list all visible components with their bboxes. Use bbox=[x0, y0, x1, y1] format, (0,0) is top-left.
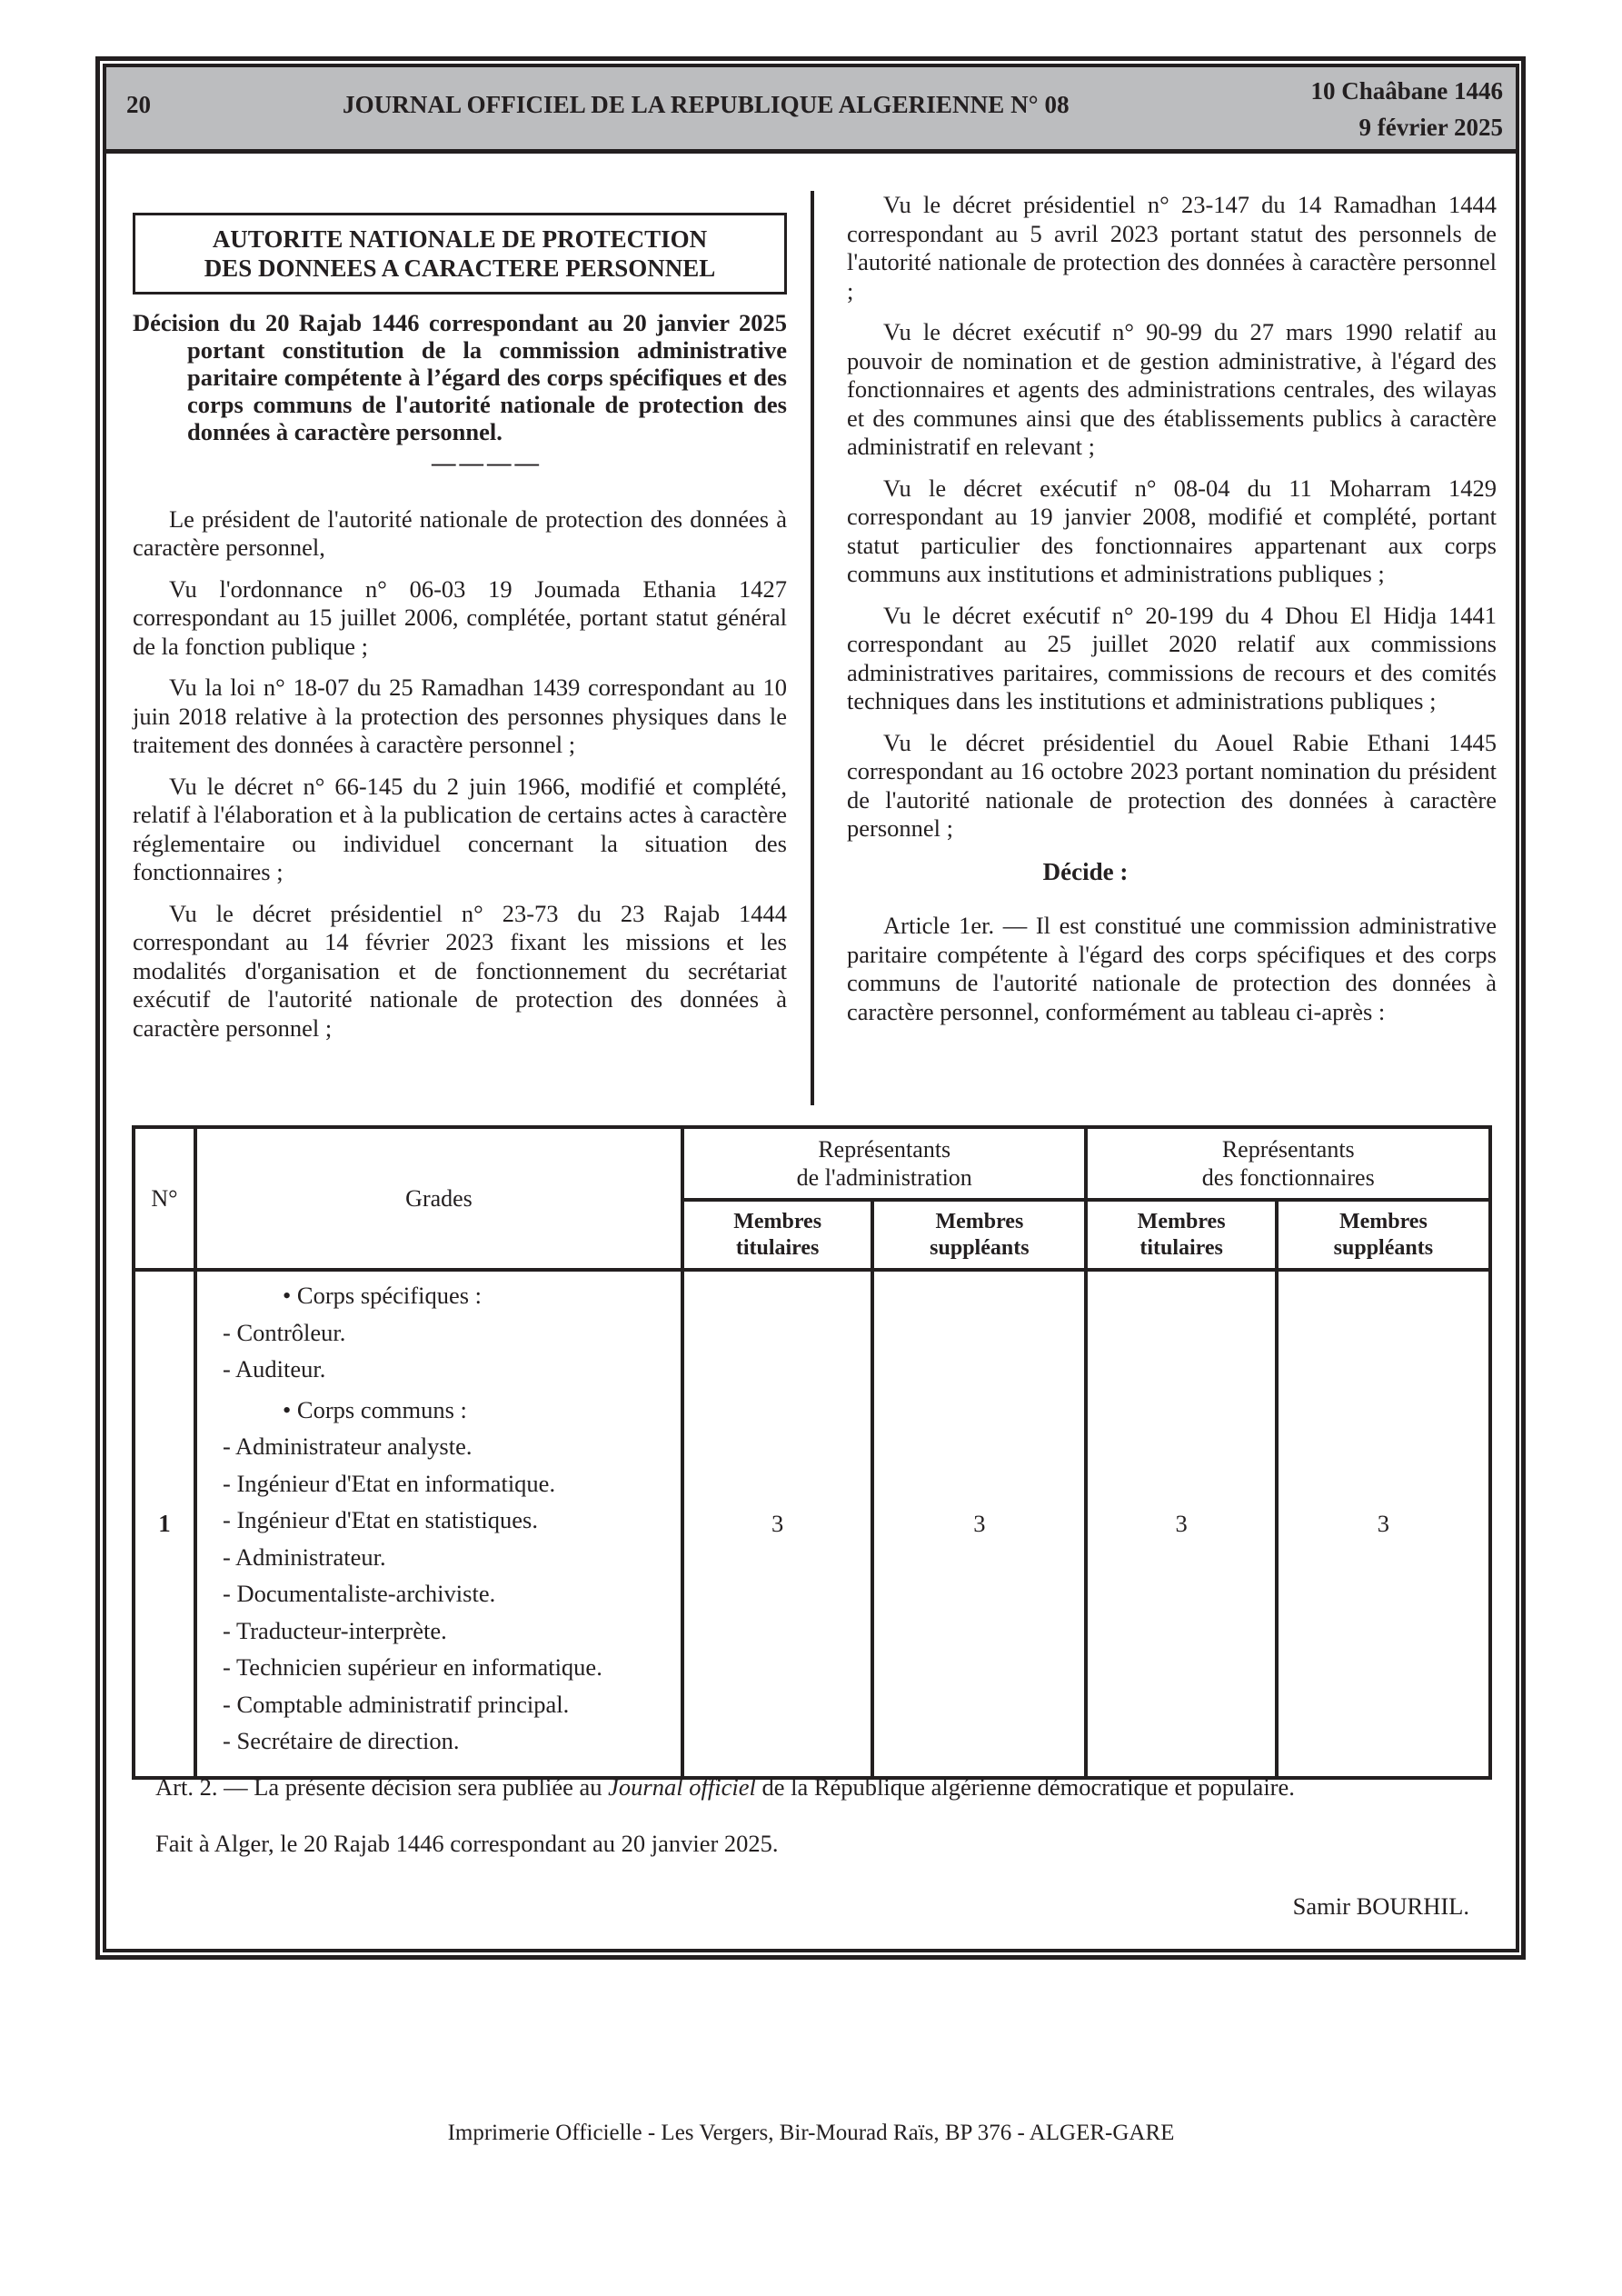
table-row bbox=[134, 1270, 1490, 1778]
journal-title: JOURNAL OFFICIEL DE LA REPUBLIQUE ALGERIENNE N° 08 bbox=[343, 91, 1070, 118]
printer-footer: Imprimerie Officielle - Les Vergers, Bir-Mourad Raïs, BP 376 - ALGER-GARE bbox=[447, 2121, 1175, 2145]
authority-line-1: AUTORITE NATIONALE DE PROTECTION bbox=[212, 225, 708, 253]
article-2-italic: Journal officiel bbox=[608, 1773, 756, 1801]
grade-item: - Ingénieur d'Etat en statistiques. bbox=[223, 1506, 538, 1533]
header-membres-titulaires bbox=[682, 1200, 872, 1270]
visa-paragraph: Vu le décret exécutif n° 90-99 du 27 mars 1990 relatif au pouvoir de nomination et de gestion administrative, à l'égard des fonctionnaires et agents des administrations centrales, des wilayas et des communes ainsi que des établissements publics à caractère administratif en relevant ; bbox=[847, 318, 1497, 460]
grade-item: - Contrôleur. bbox=[223, 1318, 346, 1346]
grade-item: - Ingénieur d'Etat en informatique. bbox=[223, 1469, 556, 1497]
visa-paragraph: Vu le décret exécutif n° 20-199 du 4 Dhou El Hidja 1441 correspondant au 25 juillet 2020 relatif aux commissions administratives paritaires, commissions de recours et des comités techniques dans les institutions et administrations publiques ; bbox=[847, 601, 1497, 714]
visa-paragraph: Vu le décret présidentiel n° 23-147 du 14 Ramadhan 1444 correspondant au 5 avril 2023 portant statut des personnels de l'autorité nationale de protection des données à caractère personnel ; bbox=[847, 191, 1497, 304]
member-header-line-1: Membres bbox=[1137, 1209, 1226, 1233]
header-membres-suppleants bbox=[872, 1200, 1086, 1270]
header-rep-fonctionnaires bbox=[1086, 1127, 1490, 1200]
authority-heading bbox=[133, 213, 787, 294]
category-label: • Corps communs : bbox=[283, 1395, 467, 1423]
header-rep-fonct-line-1: Représentants bbox=[1221, 1136, 1355, 1163]
visa-paragraph: Vu le décret présidentiel n° 23-73 du 23 Rajab 1444 correspondant au 14 février 2023 fixant les missions et les modalités d'organisation et de fonctionnement du secrétariat exécutif de l'autorité nationale de protection des données à caractère personnel ; bbox=[133, 899, 787, 1042]
header-grades: Grades bbox=[195, 1127, 682, 1270]
fonct-titulaires-count: 3 bbox=[1086, 1270, 1276, 1778]
page-number: 20 bbox=[126, 91, 151, 118]
decide-heading: Décide : bbox=[1042, 857, 1129, 885]
grade-item: - Traducteur-interprète. bbox=[223, 1616, 447, 1644]
member-header-line-2: titulaires bbox=[735, 1235, 820, 1260]
article-2-prefix: Art. 2. — La présente décision sera publiée au bbox=[155, 1773, 609, 1801]
article-2 bbox=[155, 1773, 1295, 1802]
header-no: N° bbox=[134, 1127, 195, 1270]
commission-table bbox=[132, 1125, 1492, 1780]
member-header-line-1: Membres bbox=[935, 1209, 1024, 1233]
grade-item: - Secrétaire de direction. bbox=[223, 1727, 460, 1754]
admin-suppleants-count: 3 bbox=[872, 1270, 1086, 1778]
member-header-line-2: suppléants bbox=[1333, 1235, 1434, 1260]
header-membres-suppleants bbox=[1277, 1200, 1490, 1270]
date-hijri: 10 Chaâbane 1446 bbox=[1310, 77, 1503, 105]
header-rep-admin-line-2: de l'administration bbox=[796, 1164, 972, 1191]
visa-paragraph: Vu l'ordonnance n° 06-03 19 Joumada Ethania 1427 correspondant au 15 juillet 2006, complétée, portant statut général de la fonction publique ; bbox=[133, 574, 787, 660]
grade-item: - Technicien supérieur en informatique. bbox=[223, 1653, 602, 1681]
table-header-row bbox=[134, 1127, 1490, 1200]
member-header-line-1: Membres bbox=[1338, 1209, 1428, 1233]
decision-title: Décision du 20 Rajab 1446 correspondant au 20 janvier 2025 portant constitution de la commission administrative paritaire compétente à l’égard des corps spécifiques et des corps communs de l'autorité nationale de protection des données à caractère personnel. bbox=[133, 309, 787, 445]
visa-paragraph: Vu le décret présidentiel du Aouel Rabie Ethani 1445 correspondant au 16 octobre 2023 portant nomination du président de l'autorité nationale de protection des données à caractère personnel ; bbox=[847, 728, 1497, 842]
right-column bbox=[847, 191, 1497, 1039]
article-2-suffix: de la République algérienne démocratique et populaire. bbox=[755, 1773, 1295, 1801]
header-rep-fonct-line-2: des fonctionnaires bbox=[1201, 1164, 1375, 1191]
fonct-suppleants-count: 3 bbox=[1277, 1270, 1490, 1778]
member-header-line-1: Membres bbox=[733, 1209, 822, 1233]
category-label: • Corps spécifiques : bbox=[283, 1282, 483, 1309]
row-number: 1 bbox=[134, 1270, 195, 1778]
title-separator: ———— bbox=[432, 449, 542, 476]
issue-dates bbox=[1310, 73, 1503, 145]
visa-paragraph: Vu la loi n° 18-07 du 25 Ramadhan 1439 correspondant au 10 juin 2018 relative à la protection des personnes physiques dans le traitement des données à caractère personnel ; bbox=[133, 674, 787, 758]
date-gregorian: 9 février 2025 bbox=[1358, 114, 1503, 141]
column-divider bbox=[811, 191, 814, 1105]
grade-item: - Auditeur. bbox=[223, 1355, 326, 1383]
visa-paragraph: Vu le décret exécutif n° 08-04 du 11 Moharram 1429 correspondant au 19 janvier 2008, modifié et complété, portant statut particulier des fonctionnaires appartenant aux corps communs aux institutions et administrations publiques ; bbox=[847, 474, 1497, 587]
member-header-line-2: suppléants bbox=[930, 1235, 1030, 1260]
grade-item: - Documentaliste-archiviste. bbox=[223, 1580, 496, 1607]
header-rep-admin-line-1: Représentants bbox=[818, 1136, 951, 1163]
member-header-line-2: titulaires bbox=[1139, 1235, 1223, 1260]
header-rep-administration bbox=[682, 1127, 1086, 1200]
grade-item: - Administrateur. bbox=[223, 1542, 386, 1571]
journal-header bbox=[106, 67, 1516, 154]
admin-titulaires-count: 3 bbox=[682, 1270, 872, 1778]
header-membres-titulaires bbox=[1086, 1200, 1276, 1270]
signature: Samir BOURHIL. bbox=[1292, 1892, 1469, 1920]
place-and-date: Fait à Alger, le 20 Rajab 1446 correspondant au 20 janvier 2025. bbox=[155, 1830, 779, 1857]
visa-paragraph: Vu le décret n° 66-145 du 2 juin 1966, modifié et complété, relatif à l'élaboration et à la publication de certains actes à caractère réglementaire ou individuel concernant la situation des fonctionnaires ; bbox=[133, 772, 787, 885]
article-1: Article 1er. — Il est constitué une commission administrative paritaire compétente à l'égard des corps spécifiques et des corps communs de l'autorité nationale de protection des données à caractère personnel, conformément au tableau ci-après : bbox=[847, 912, 1497, 1025]
left-column bbox=[133, 191, 787, 1055]
grade-item: - Comptable administratif principal. bbox=[223, 1690, 570, 1718]
preamble-paragraph: Le président de l'autorité nationale de protection des données à caractère personnel, bbox=[133, 504, 787, 561]
authority-line-2: DES DONNEES A CARACTERE PERSONNEL bbox=[204, 255, 716, 282]
grades-cell bbox=[195, 1270, 682, 1778]
grade-item: - Administrateur analyste. bbox=[223, 1433, 473, 1460]
